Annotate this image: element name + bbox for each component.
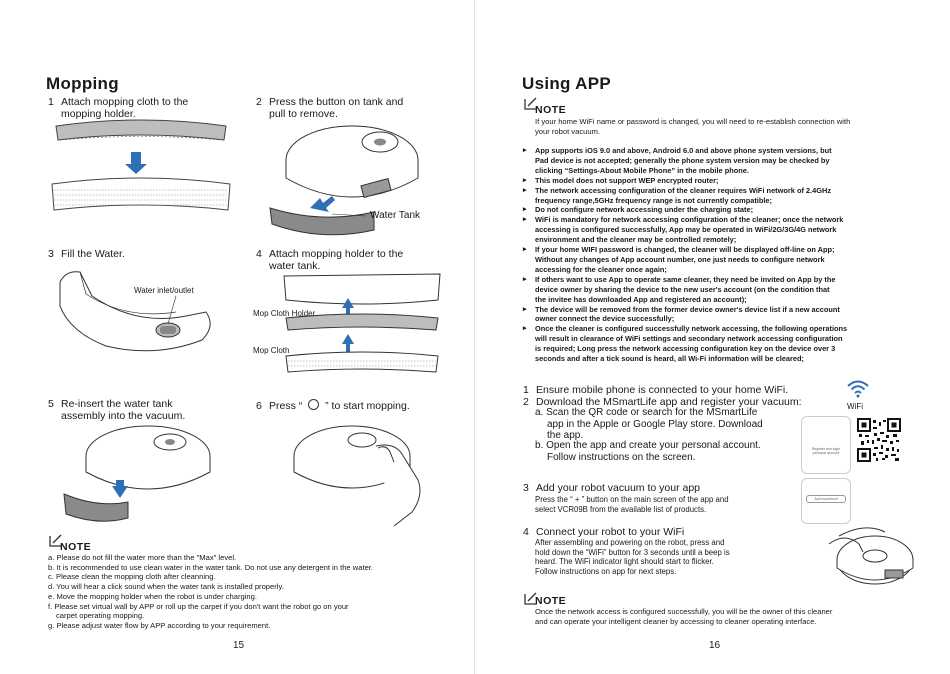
- reinsert-tank-illustration: [58, 422, 218, 532]
- label-mop-cloth: Mop Cloth: [253, 346, 290, 355]
- water-tank-illustration: [56, 266, 216, 366]
- app-step-4-desc: After assembling and powering on the robot, press and hold down the “WiFi” button for 3 seconds until a beep is heard. The WiFi indicator light should start to flicker. Follow instructions on app for next steps.: [535, 538, 730, 577]
- step-3: 3 Fill the Water.: [48, 248, 125, 260]
- bullet-item: ▸ This model does not support WEP encrypted router;: [523, 176, 905, 186]
- app-step-2: 2 Download the MSmartLife app and register your vacuum:: [523, 396, 802, 408]
- bullet-item: ▸ If your home WIFI password is changed, the cleaner will be displayed off-line on App; Without any changes of App account number, one just needs to configure network accessing for the cleaner once again;: [523, 245, 905, 275]
- step-5: 5 Re-insert the water tank assembly into the vacuum.: [48, 398, 186, 422]
- app-step-2a: a. Scan the QR code or search for the MSmartLife app in the Apple or Google Play store. Download the app.: [535, 407, 763, 441]
- qr-code: [857, 418, 901, 462]
- note-intro: If your home WiFi name or password is changed, you will need to re-establish connection with your robot vacuum.: [535, 117, 851, 136]
- note2-text: Once the network access is configured successfully, you will be the owner of this cleaner and can operate your intelligent cleaner by accessing to cleaner operating interface.: [535, 607, 833, 626]
- step-4: 4 Attach mopping holder to the water tank.: [256, 248, 404, 272]
- note2-title: NOTE: [535, 595, 567, 607]
- step-6: 6 Press “ ” to start mopping.: [256, 400, 410, 412]
- wifi-icon: [847, 380, 869, 398]
- note-title: NOTE: [60, 541, 92, 553]
- bullet-item: ▸ The device will be removed from the former device owner's device list if a new account owner connect the device successfully;: [523, 305, 905, 325]
- bullet-item: ▸ The network accessing configuration of the cleaner requires WiFi network of 2.4GHz frequency range,5GHz frequency range is not currently compatible;: [523, 186, 905, 206]
- bullet-item: ▸ Once the cleaner is configured successfully network accessing, the following operations will result in clearance of WiFi settings and secondary network accessing configuration is required; Long press the network accessing configuration key on the device over 3 seconds and after a tick sound is heard, all Wi-Fi information will be cleared;: [523, 324, 905, 364]
- bullet-item: ▸ WiFi is mandatory for network accessing configuration of the cleaner; once the network accessing is configured successfully, App may be operated in WiFi/2G/3G/4G network environment and the cleaner may be controlled remotely;: [523, 215, 905, 245]
- page-number: 15: [233, 640, 245, 651]
- page-title: Mopping: [46, 74, 119, 93]
- app-step-2b: b. Open the app and create your personal account. Follow instructions on the screen.: [535, 440, 761, 463]
- page-number: 16: [709, 640, 721, 651]
- app-step-3: 3 Add your robot vacuum to your app: [523, 482, 701, 494]
- step-2: 2 Press the button on tank and pull to remove.: [256, 96, 404, 120]
- label-water-tank: Water Tank: [370, 210, 421, 221]
- bullet-item: ▸ If others want to use App to operate same cleaner, they need be invited on App by the device owner by sharing the device to the new user's account (on the condition that the invitee has downloaded App and registered an account);: [523, 275, 905, 305]
- requirements-list: [523, 146, 905, 364]
- app-step-4: 4 Connect your robot to your WiFi: [523, 526, 685, 538]
- note-title: NOTE: [535, 104, 567, 116]
- robot-wifi-button-illustration: [825, 522, 915, 592]
- app-step-3-desc: Press the “ + ” button on the main screen of the app and select VCR09B from the available list of products.: [535, 495, 729, 514]
- page-title: Using APP: [522, 74, 611, 93]
- phone-mockup-add: Add household: [801, 478, 851, 524]
- note-list: a. Please do not fill the water more than the "Max" level. b. It is recommended to use clean water in the water tank. Do not use any detergent in the water. c. Please clean the mopping cloth after cleanning. d. You will hear a click sound when the water tank is installed properly. e. Move the mopping holder when the robot is under charging. f. Please set virtual wall by APP or roll up the carpet if you don't want the robot go on your carpet operating mopping. g. Please adjust water flow by APP according to your requirement.: [48, 553, 374, 630]
- app-step-1: 1 Ensure mobile phone is connected to your home WiFi.: [523, 384, 789, 396]
- robot-tank-removal-illustration: [262, 120, 442, 245]
- label-mop-cloth-holder: Mop Cloth Holder: [253, 309, 316, 318]
- bullet-item: ▸ App supports iOS 9.0 and above, Android 6.0 and above phone system versions, but Pad device is not accepted; generally the phone system version may be checked by clicking “Settings-About Mobile Phone” in the mobile phone.: [523, 146, 905, 176]
- step-1: 1 Attach mopping cloth to the mopping holder.: [48, 96, 189, 120]
- start-mopping-illustration: [290, 422, 440, 532]
- label-water-inlet: Water inlet/outlet: [134, 286, 194, 295]
- page-using-app: [475, 0, 950, 674]
- wifi-label: WiFi: [847, 402, 863, 411]
- phone-mockup-register: Register and login personal account: [801, 416, 851, 474]
- mop-holder-illustration: [46, 120, 236, 230]
- mop-assembly-illustration: [282, 270, 442, 385]
- bullet-item: ▸ Do not configure network accessing under the charging state;: [523, 205, 905, 215]
- power-icon: [308, 399, 319, 410]
